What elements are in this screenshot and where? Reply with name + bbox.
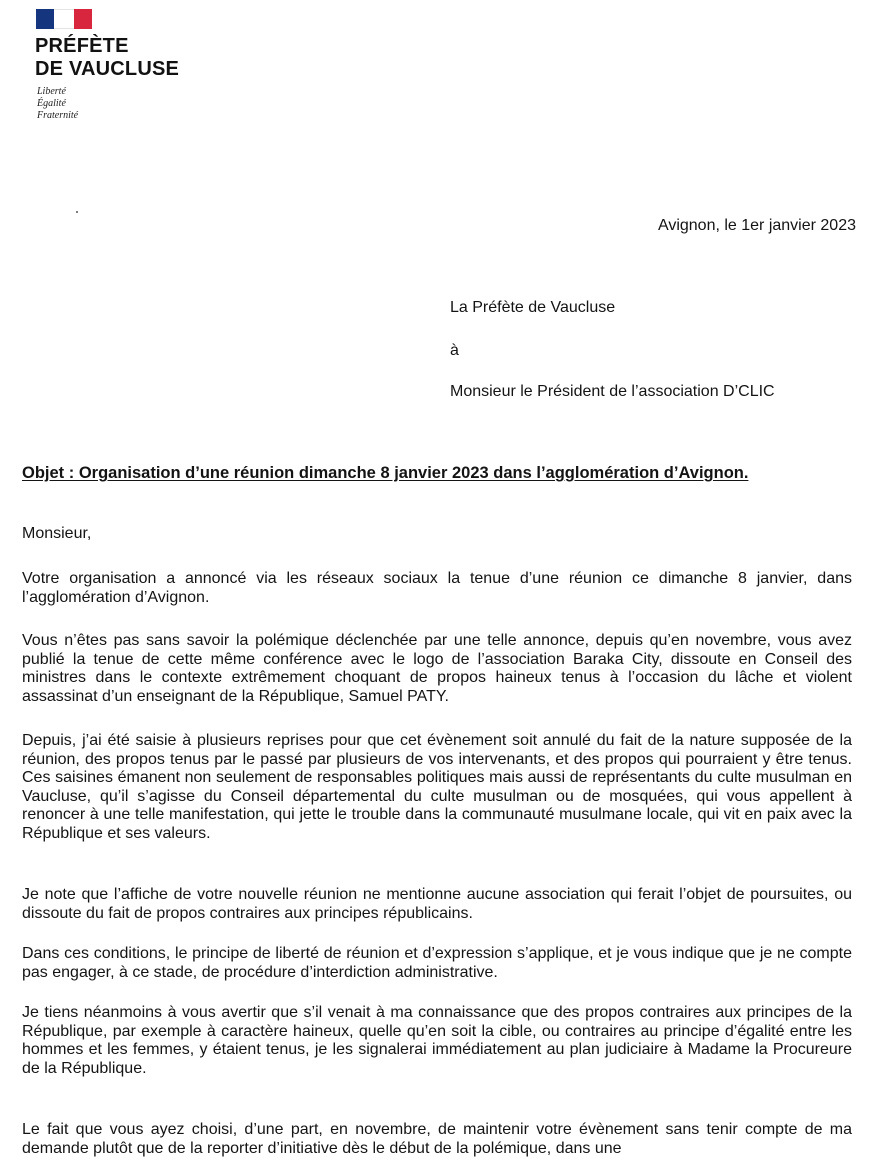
prefecture-name-line1: PRÉFÈTE <box>35 35 129 57</box>
republic-motto <box>37 86 78 122</box>
flag-red-stripe <box>74 9 92 29</box>
flag-blue-stripe <box>36 9 54 29</box>
paragraph-7: Le fait que vous ayez choisi, d’une part, en novembre, de maintenir votre évènement sans tenir compte de ma demande plutôt que de la reporter d’initiative dès le début de la polémique, dans une <box>22 1121 852 1157</box>
motto-liberte: Liberté <box>37 86 66 97</box>
motto-fraternite: Fraternité <box>37 110 79 121</box>
paragraph-5: Dans ces conditions, le principe de liberté de réunion et d’expression s’applique, et je vous indique que je ne compte pas engager, à ce stade, de procédure d’interdiction administrative. <box>22 945 852 981</box>
motto-egalite: Égalité <box>37 98 66 109</box>
paragraph-4: Je note que l’affiche de votre nouvelle réunion ne mentionne aucune association qui ferait l’objet de poursuites, ou dissoute du fait de propos contraires aux principes républicains. <box>22 886 852 922</box>
prefecture-name <box>35 35 179 81</box>
date-line: Avignon, le 1er janvier 2023 <box>657 217 856 234</box>
paragraph-3: Depuis, j’ai été saisie à plusieurs reprises pour que cet évènement soit annulé du fait de la nature supposée de la réunion, des propos tenus par le passé par plusieurs de vos intervenants, et des propos qui pourraient y être tenus. Ces saisines émanent non seulement de responsables politiques mais aussi de représentants du culte musulman en Vaucluse, qu’il s’agisse du Conseil départemental du culte musulman ou de mosquées, qui vous appellent à renoncer à une telle manifestation, qui jette le trouble dans la communauté musulmane locale, qui vit en paix avec la République et ses valeurs. <box>22 732 852 842</box>
scan-speck <box>76 211 78 213</box>
sender-line: La Préfète de Vaucluse <box>450 299 616 316</box>
subject-line: Objet : Organisation d’une réunion dimanche 8 janvier 2023 dans l’agglomération d’Avignon. <box>22 464 749 482</box>
paragraph-6: Je tiens néanmoins à vous avertir que s’il venait à ma connaissance que des propos contraires aux principes de la République, par exemple à caractère haineux, quelle qu’en soit la cible, ou contraires au principe d’égalité entre les hommes et les femmes, y étaient tenus, je les signalerai immédiatement au plan judiciaire à Madame la Procureure de la République. <box>22 1004 852 1077</box>
recipient-line: Monsieur le Président de l’association D’CLIC <box>450 383 775 400</box>
prefecture-name-line2: DE VAUCLUSE <box>35 58 180 80</box>
salutation: Monsieur, <box>22 525 92 542</box>
to-word: à <box>450 342 459 359</box>
flag-white-stripe <box>54 9 73 29</box>
republic-flag-logo <box>36 9 92 29</box>
paragraph-1: Votre organisation a annoncé via les réseaux sociaux la tenue d’une réunion ce dimanche 8 janvier, dans l’agglomération d’Avignon. <box>22 570 852 606</box>
paragraph-2: Vous n’êtes pas sans savoir la polémique déclenchée par une telle annonce, depuis qu’en novembre, vous avez publié la tenue de cette même conférence avec le logo de l’association Baraka City, dissoute en Conseil des ministres dans le contexte extrêmement choquant de propos haineux tenus à l’occasion du lâche et violent assassinat d’un enseignant de la République, Samuel PATY. <box>22 632 852 705</box>
